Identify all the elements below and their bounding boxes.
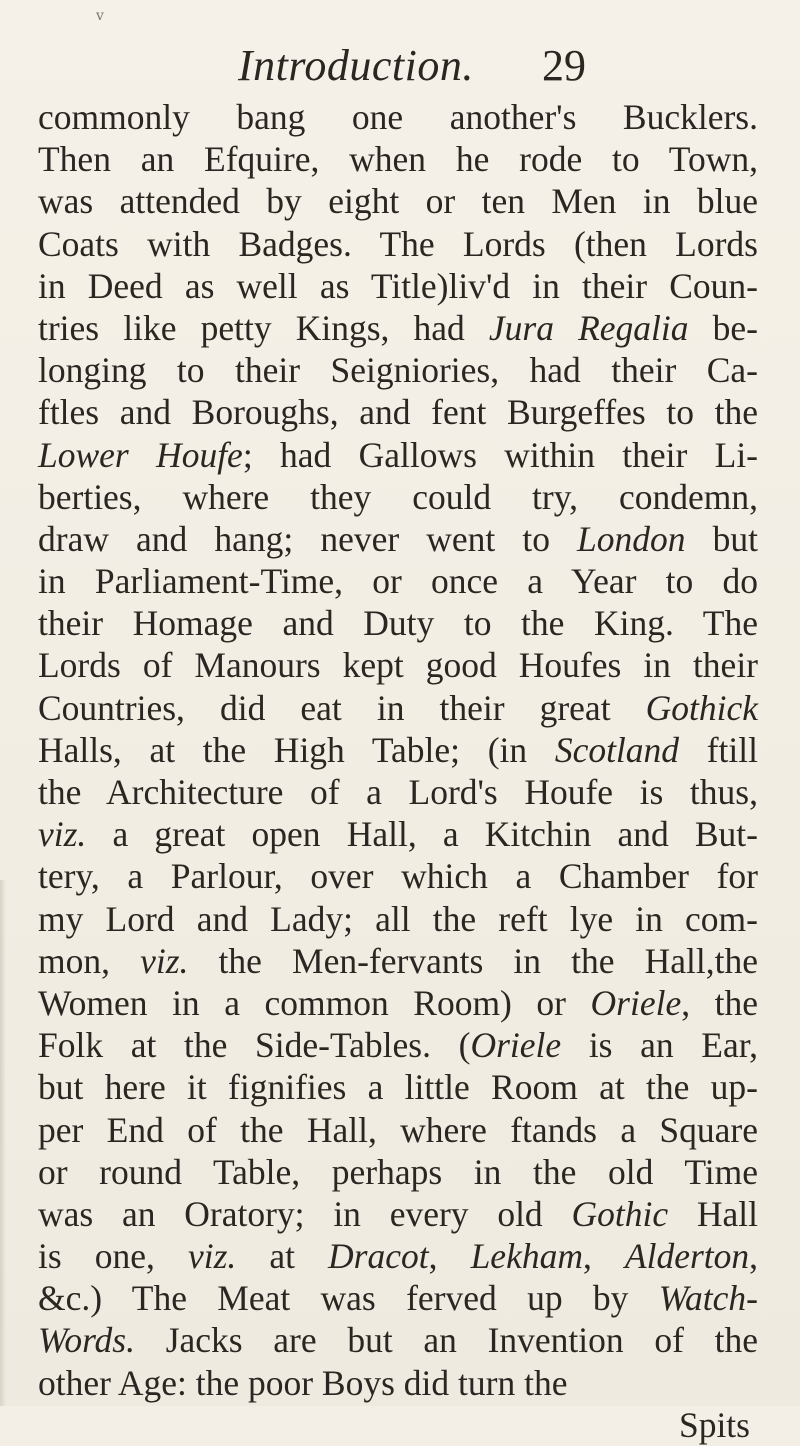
text-line [38, 180, 758, 222]
text-line [38, 96, 758, 138]
text-segment: the Men-fervants in the Hall,the [188, 940, 758, 981]
text-segment: was an Oratory; in every old [38, 1193, 572, 1234]
italic-segment: Dracot [328, 1236, 429, 1277]
text-segment: in Parliament-Time, or once a Year to do [38, 561, 758, 602]
text-segment: berties, where they could try, condemn, [38, 476, 758, 517]
text-segment: , [749, 1236, 759, 1277]
text-segment: mon, [38, 940, 141, 981]
text-segment: be- [688, 307, 758, 348]
text-segment: at [236, 1236, 329, 1277]
italic-segment: viz. [140, 940, 189, 981]
page-edge-shadow [0, 880, 6, 1406]
text-segment: Lords of Manours kept good Houfes in their [38, 645, 758, 686]
text-line [38, 1151, 758, 1193]
text-line [38, 1362, 758, 1404]
running-title: Introduction. [238, 41, 474, 90]
text-segment: tery, a Parlour, over which a Chamber for [38, 856, 758, 897]
text-line [38, 391, 758, 433]
text-segment: , the [681, 982, 758, 1023]
text-segment: tries like petty Kings, had [38, 307, 489, 348]
text-line [38, 1319, 758, 1361]
text-segment: longing to their Seigniories, had their Ca- [38, 350, 758, 391]
text-segment: , [428, 1236, 471, 1277]
italic-segment: Lekham [470, 1236, 583, 1277]
text-segment: their Homage and Duty to the King. The [38, 603, 758, 644]
text-segment: Halls, at the High Table; (in [38, 729, 555, 770]
italic-segment: viz. [38, 814, 87, 855]
text-line [38, 729, 758, 771]
page-number: 29 [542, 41, 586, 90]
text-line [38, 138, 758, 180]
text-segment: Countries, did eat in their great [38, 687, 646, 728]
text-line [38, 855, 758, 897]
text-line [38, 940, 758, 982]
text-segment: Coats with Badges. The Lords (then Lords [38, 223, 758, 264]
text-line [38, 602, 758, 644]
text-segment: Hall [668, 1193, 758, 1234]
italic-segment: Oriele [590, 982, 682, 1023]
italic-segment: Oriele [470, 1025, 562, 1066]
text-line [38, 1066, 758, 1108]
text-segment: per End of the Hall, where ftands a Square [38, 1109, 758, 1150]
italic-segment: Words. [38, 1320, 136, 1361]
text-line [38, 898, 758, 940]
text-line [38, 1024, 758, 1066]
text-segment: Jacks are but an Invention of the [135, 1320, 758, 1361]
text-segment: or round Table, perhaps in the old Time [38, 1151, 758, 1192]
text-segment: ftles and Boroughs, and fent Burgeffes to the [38, 392, 758, 433]
text-line [38, 518, 758, 560]
text-line [38, 644, 758, 686]
catchword: Spits [678, 1404, 750, 1445]
text-line [38, 687, 758, 729]
text-segment: &c.) The Meat was ferved up by [38, 1278, 659, 1319]
text-line [38, 1109, 758, 1151]
text-segment: the Architecture of a Lord's Houfe is thus, [38, 772, 758, 812]
text-segment: , [582, 1236, 625, 1277]
text-segment: was attended by eight or ten Men in blue [38, 181, 758, 222]
text-line [38, 771, 758, 813]
text-segment: but here it fignifies a little Room at the up- [38, 1067, 758, 1108]
text-segment: draw and hang; never went to [38, 518, 578, 559]
italic-segment: Lower Houfe [38, 434, 243, 475]
text-segment: Women in a common Room) or [38, 982, 591, 1023]
italic-segment: Scotland [554, 729, 680, 770]
text-segment: Folk at the Side-Tables. ( [38, 1025, 471, 1066]
text-segment: commonly bang one another's Bucklers. [38, 97, 758, 137]
text-line [38, 982, 758, 1024]
text-segment: is one, [38, 1236, 188, 1277]
italic-segment: Gothic [571, 1193, 669, 1234]
text-line [38, 560, 758, 602]
text-segment: in Deed as well as Title)liv'd in their Coun- [38, 265, 758, 306]
text-line [38, 307, 758, 349]
text-segment: ; had Gallows within their Li- [242, 434, 759, 475]
text-line [38, 1193, 758, 1235]
italic-segment: viz. [187, 1236, 237, 1277]
text-segment: ftill [679, 729, 758, 770]
italic-segment: Gothick [645, 687, 758, 728]
text-line [38, 813, 758, 855]
text-line [38, 434, 758, 476]
margin-mark: v [96, 8, 104, 24]
text-line [38, 1277, 758, 1319]
text-segment: other Age: the poor Boys did turn the [38, 1362, 568, 1403]
text-line [38, 1235, 758, 1277]
italic-segment: Jura Regalia [488, 307, 689, 348]
text-line [38, 265, 758, 307]
italic-segment: London [577, 518, 686, 559]
body-text [38, 96, 758, 1446]
text-line [38, 223, 758, 265]
text-segment: Then an Efquire, when he rode to Town, [38, 139, 758, 180]
text-segment: is an Ear, [561, 1025, 759, 1066]
text-segment: but [685, 518, 758, 559]
text-segment: a great open Hall, a Kitchin and But- [86, 814, 758, 855]
text-line [38, 476, 758, 518]
text-segment: my Lord and Lady; all the reft lye in com- [38, 898, 758, 939]
text-line [38, 349, 758, 391]
italic-segment: Alderton [624, 1236, 750, 1277]
italic-segment: Watch- [658, 1278, 758, 1319]
